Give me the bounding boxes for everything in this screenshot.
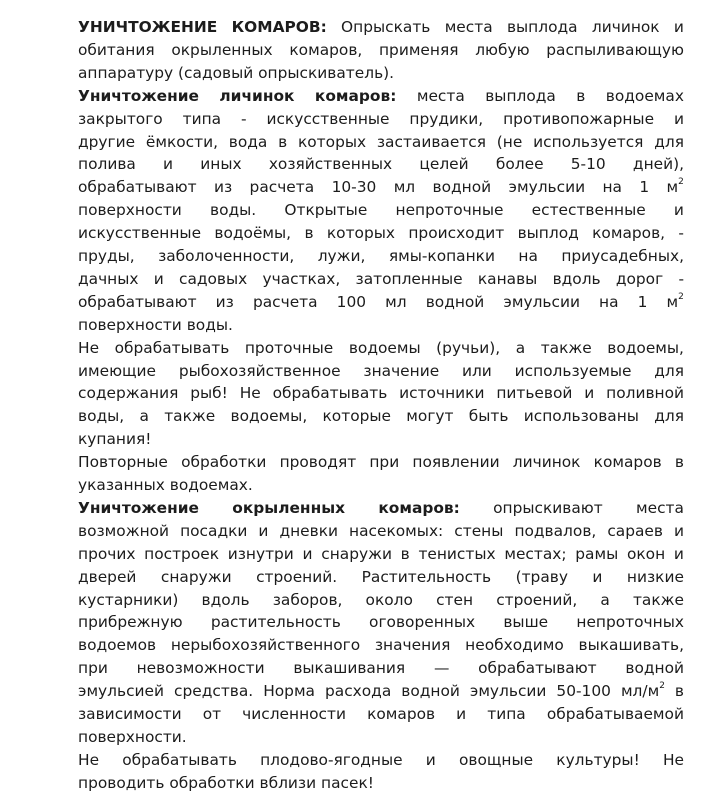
word: для [654,361,684,380]
text-line [78,726,684,749]
word: а [600,590,610,609]
word: - [678,269,684,288]
text-line [78,611,684,634]
word: опрыскиватель). [258,63,395,82]
word: расчета [249,178,315,197]
text-line [78,291,684,314]
word: прочих [78,544,136,563]
word: заборов, [272,590,343,609]
word: иных [200,155,242,174]
word: расчета [252,292,318,311]
word: аппаратуру [78,63,174,82]
word: строений, [496,590,578,609]
word: низкие [626,567,684,586]
word: и [584,384,595,403]
word: вдоль [201,590,250,609]
text-line [78,39,684,62]
word: водной [432,178,492,197]
text-line [78,405,684,428]
word: которых [297,132,367,151]
text-line [78,474,684,497]
word: могут [406,407,454,426]
word: и [673,521,684,540]
text-line [78,634,684,657]
word: Растительность [361,567,492,586]
word: обрабатывать [114,338,230,357]
word: опрыскивают [493,498,603,517]
word: растительность [210,613,341,632]
word: а [139,407,149,426]
word: Повторные [78,453,168,472]
word: и [302,544,313,563]
word: культуры! [556,750,640,769]
superscript: 2 [678,291,684,302]
superscript: 2 [678,177,684,188]
word: рыб! [190,384,228,403]
word: также [164,407,216,426]
word: питьевой [496,384,573,403]
word: в [278,132,288,151]
word: 1 [639,178,650,197]
word: овощные [459,750,534,769]
word: от [202,705,222,723]
text-line [78,497,684,520]
text-line [78,153,684,176]
word: тенистых [418,544,496,563]
text-line [78,176,684,199]
word: эмульсии [503,292,580,311]
word: прудики, [409,109,484,128]
word: используемые [514,361,632,380]
text-line [78,382,684,405]
word: водоемов [78,636,157,655]
word: типа [182,109,222,128]
word: снаружи [321,544,392,563]
word: появлении [412,453,500,472]
word: стен [436,590,474,609]
word: прибрежную [78,613,183,632]
word: окрыленных [171,40,273,59]
word: более [495,155,544,174]
word: пруды, [78,247,135,265]
word: кустарники) [78,590,179,609]
word: комаров, [592,224,666,243]
word: выплода [506,18,578,36]
word: купания! [78,430,152,449]
text-line [78,245,684,268]
word: воды. [186,315,233,334]
word: выше [503,613,549,632]
text-line [78,680,684,703]
word: из [213,178,233,197]
word: дверей [78,567,137,586]
word: поверхности [78,201,182,220]
word: полива [78,155,136,174]
word: садовых [178,269,248,288]
word: обрабатываемой [546,705,684,723]
word: участках, [262,269,341,288]
word: мл [393,178,416,197]
word: и [673,18,684,36]
word: возможной [78,521,170,540]
word: водоемы, [607,338,684,357]
word: мл [385,292,407,311]
word: 5-10 [570,155,606,174]
heading-word: личинок [219,86,295,105]
word: содержания [78,384,179,403]
word: в [674,453,684,472]
heading-word: комаров: [314,86,397,105]
text-line [78,589,684,612]
word: распыливающую [546,40,684,59]
word: Не [662,750,684,769]
heading-word: УНИЧТОЖЕНИЕ [78,18,218,36]
word: и [258,521,269,540]
word: выплод [517,224,579,243]
word: при [369,453,400,472]
word: эмульсии [508,178,586,197]
word: выплода [485,86,556,105]
word: обработки [181,453,267,472]
text-line [78,703,684,726]
word: значения [374,636,451,655]
text-line [78,131,684,154]
text-line [78,62,684,85]
heading-word: окрыленных [232,498,346,517]
word: поливной [606,384,684,403]
word: используется [533,132,644,151]
word: личинок [512,453,581,472]
word: рамы [575,544,619,563]
word: водоемах [605,86,684,105]
word: невозможности [136,659,265,678]
word: (траву [515,567,568,586]
word: значение [363,361,440,380]
heading-word: комаров: [378,498,460,517]
word: расхода [325,682,392,701]
word: (не [496,132,523,151]
word: применяя [378,40,459,59]
word: также [540,338,592,357]
word: быть [468,407,509,426]
word: в [576,86,586,105]
word: ямы-копанки [388,247,495,265]
heading-word: Уничтожение [78,498,199,517]
word: в [674,682,684,701]
word: обрабатывают [78,178,197,197]
word: естественные [531,201,646,220]
word: и [153,269,164,288]
word: изнутри [227,544,294,563]
word: также [632,590,684,609]
word: численности [242,705,346,723]
word: комаров [367,705,436,723]
word: - [678,224,684,243]
word: $м^2$ [666,177,684,197]
word: строений. [256,567,338,586]
word: обрабатывают [78,292,197,311]
word: затопленные [355,269,463,288]
word: водоёмы, [214,224,292,243]
word: и [456,705,467,723]
word: на [602,178,622,197]
word: проводить [78,773,165,792]
word: проточные [244,338,334,357]
word: водоемы, [230,407,308,426]
word: для [654,407,684,426]
word: и [163,155,174,174]
word: водной [625,659,684,678]
word: подвалов, [514,521,597,540]
word: поверхности. [78,727,187,746]
word: и [673,544,684,563]
word: и [425,750,436,769]
word: $м^2$ [666,291,684,311]
word: эмульсией [78,682,165,701]
word: которые [322,407,391,426]
word: личинок [591,18,660,36]
word: при [78,659,108,678]
text-line [78,314,684,337]
word: оговоренных [369,613,476,632]
word: искусственные [266,109,390,128]
text-line [78,337,684,360]
word: Открытые [284,201,368,220]
word: нерыбохозяйственного [170,636,361,655]
word: вблизи [259,773,317,792]
word: которых [326,224,395,243]
text-line [78,749,684,772]
word: на [518,247,538,265]
word: Норма [263,682,315,701]
text-line [78,199,684,222]
text-line [78,360,684,383]
word: имеющие [78,361,157,380]
heading-word: Уничтожение [78,86,199,105]
word: - [241,109,247,128]
text-line [78,451,684,474]
word: другие [78,132,136,151]
word: обрабатывать [272,384,388,403]
word: комаров, [289,40,363,59]
word: непроточных [576,613,684,632]
word: в [400,544,410,563]
word: воды, [78,407,125,426]
word: выкашивания [293,659,406,678]
word: поверхности [78,315,182,334]
word: (ручьи), [436,338,501,357]
word: на [599,292,619,311]
word: или [461,361,492,380]
word: Не [239,384,261,403]
word: местах; [504,544,567,563]
word: окон [626,544,666,563]
word: и [673,109,684,128]
word: дачных [78,269,139,288]
word: пасек! [321,773,374,792]
word: происходит [408,224,505,243]
word: искусственные [78,224,202,243]
word: водоемах. [169,476,253,494]
word: 10-30 [331,178,377,197]
word: 1 [637,292,648,311]
word: ёмкости, [145,132,218,151]
word: места [416,86,465,105]
word: Опрыскать [341,18,431,36]
word: плодово-ягодные [260,750,403,769]
word: канавы [477,269,538,288]
word: и [592,567,603,586]
word: лужи, [317,247,366,265]
word: проводят [279,453,357,472]
word: и [673,201,684,220]
word: хозяйственных [268,155,393,174]
word: использованы [523,407,639,426]
text-line [78,85,684,108]
heading-word: КОМАРОВ: [231,18,327,36]
word: указанных [78,476,165,494]
word: типа [487,705,526,723]
word: водной [425,292,485,311]
word: непроточные [395,201,504,220]
word: (садовый [178,63,254,82]
word: обрабатывать [122,750,237,769]
text-line [78,772,684,795]
word: $мл/м^2$ [620,680,665,701]
word: рыбохозяйственное [178,361,341,380]
text-line [78,543,684,566]
word: противопожарные [503,109,655,128]
superscript: 2 [659,680,665,691]
word: 50-100 [556,682,611,701]
text-line [78,268,684,291]
word: а [515,338,526,357]
word: обитания [78,40,155,59]
word: застаивается [376,132,487,151]
word: для [654,132,684,151]
word: комаров [593,453,662,472]
word: места [444,18,493,36]
word: дневки [279,521,339,540]
word: дней), [632,155,684,174]
text-line [78,657,684,680]
word: вода [228,132,268,151]
word: обрабатывают [478,659,597,678]
word: необходимо [465,636,564,655]
word: дорог [615,269,664,288]
word: средства. [174,682,254,701]
text-line [78,16,684,39]
word: 100 [336,292,367,311]
word: любую [475,40,530,59]
word: приусадебных, [561,247,684,265]
word: Не [78,338,100,357]
word: водной [401,682,460,701]
text-line [78,566,684,589]
word: целей [419,155,469,174]
word: — [433,659,450,678]
word: посадки [180,521,248,540]
text-line [78,108,684,131]
word: насекомых: [349,521,444,540]
word: эмульсии [469,682,547,701]
word: построек [144,544,220,563]
word: обработки [169,773,255,792]
word: стены [454,521,504,540]
word: из [215,292,234,311]
word: вдоль [552,269,601,288]
text-line [78,520,684,543]
word: закрытого [78,109,163,128]
word: сараев [607,521,663,540]
text-line [78,222,684,245]
word: в [304,224,314,243]
word: источники [399,384,485,403]
word: около [365,590,413,609]
word: воды. [210,201,257,220]
text-line [78,428,684,451]
word: снаружи [160,567,232,586]
word: места [636,498,684,517]
word: водоемы [348,338,421,357]
word: заболоченности, [158,247,295,265]
word: выкашивать, [578,636,684,655]
word: зависимости [78,705,182,723]
word: Не [78,750,100,769]
